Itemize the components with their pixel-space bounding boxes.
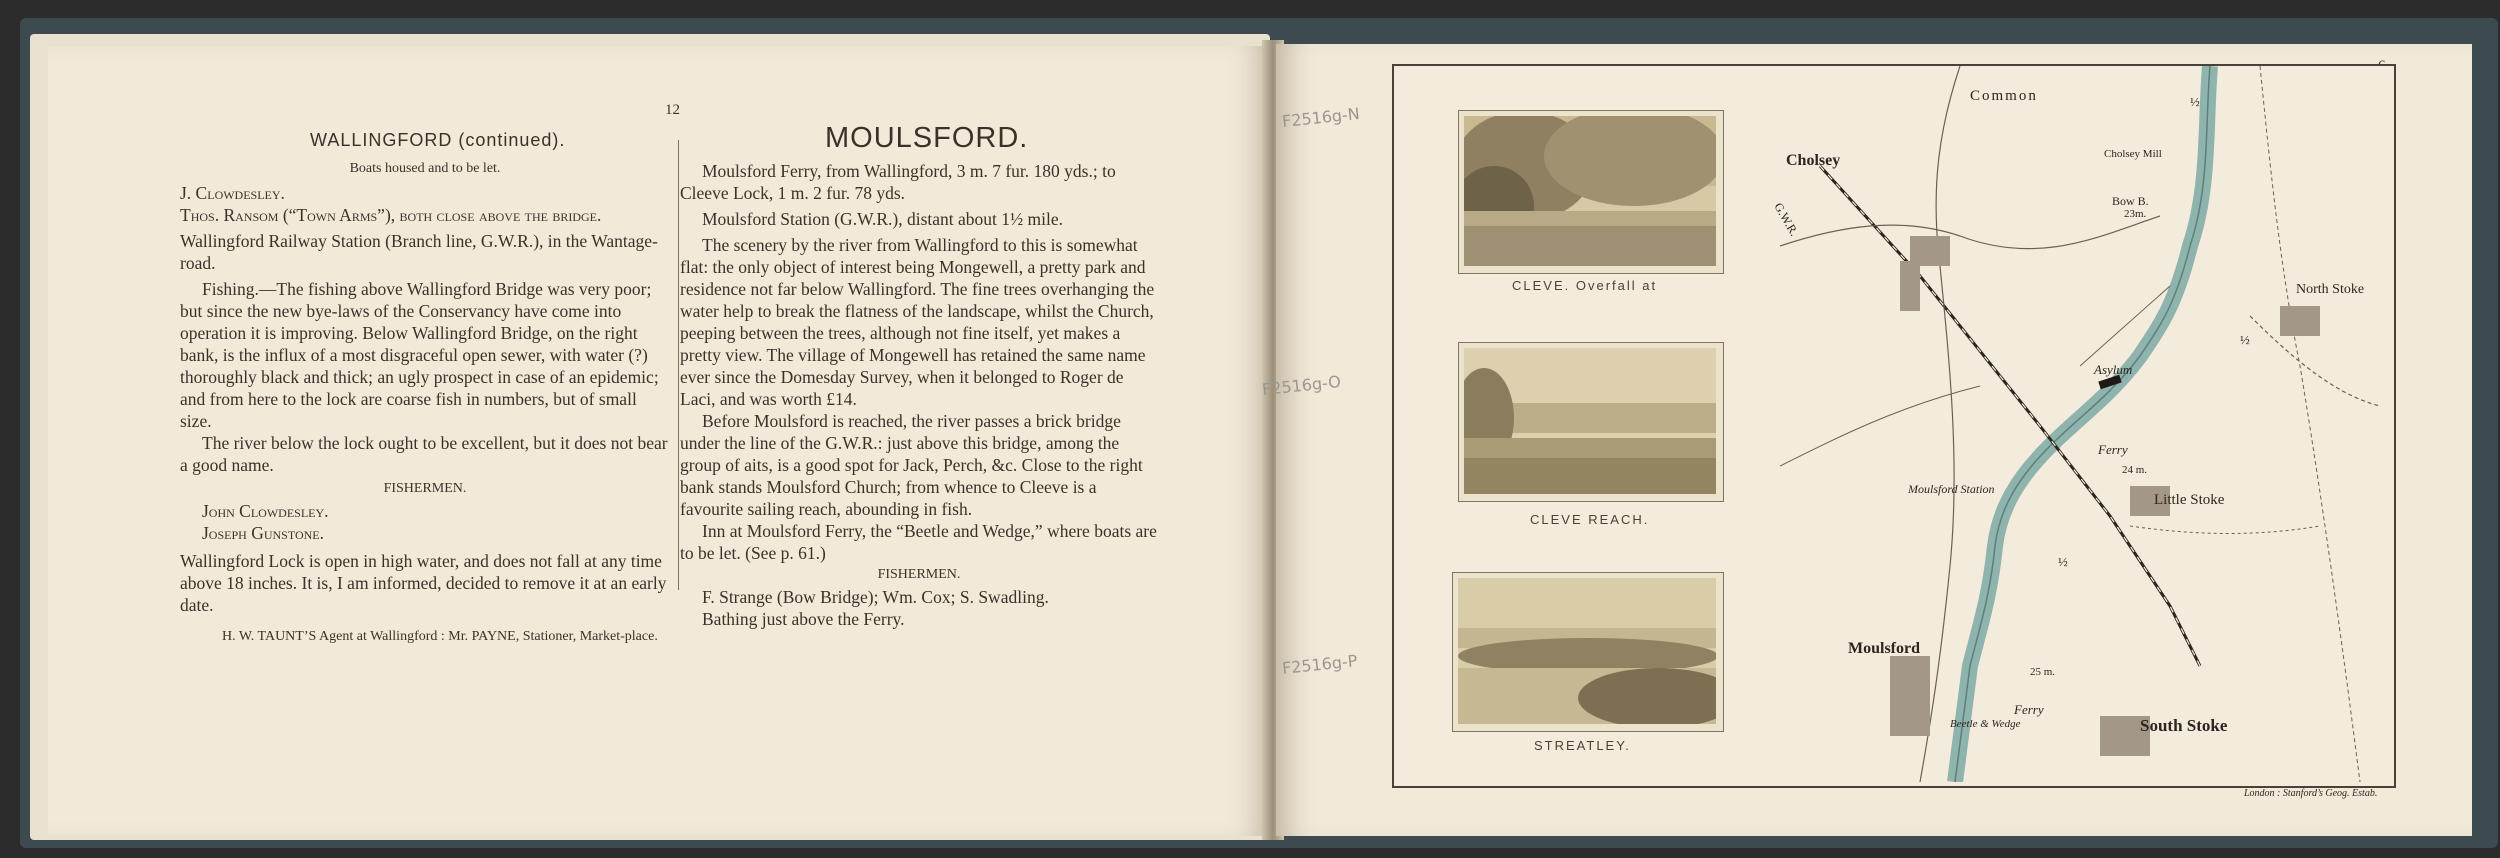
- ferry-paragraph: Moulsford Ferry, from Wallingford, 3 m. 7 fur. 180 yds.; to Cleeve Lock, 1 m. 2 fur. 78 yds.: [680, 161, 1116, 203]
- moulsford-heading: MOULSFORD.: [825, 122, 1029, 154]
- pencil-note: F2516g-N: [1281, 103, 1361, 132]
- map-label-asylum: Asylum: [2094, 362, 2133, 377]
- wallingford-column: [180, 158, 670, 648]
- map-label-little-stoke: Little Stoke: [2154, 492, 2225, 508]
- photo-image: [1464, 348, 1716, 494]
- fishing-paragraph: Fishing.—The fishing above Wallingford Bridge was very poor; but since the new bye-laws of the Conservancy have come into operation it is improving. Below Wallingford Bridge, on the right bank, is the influx of a most disgraceful open sewer, with water (?) thoroughly black and thick; an ugly prospect in case of an epidemic; and from here to the lock are coarse fish in numbers, but of small size.: [180, 279, 659, 431]
- map-label-ferry: Ferry: [2014, 702, 2044, 717]
- photo-cleve-reach: [1458, 342, 1724, 502]
- map-label-moulsford: Moulsford: [1848, 640, 1920, 657]
- map-label-25m: 25 m.: [2030, 666, 2056, 678]
- map-label-half: ½: [2240, 332, 2250, 347]
- pencil-note: F2516g-P: [1281, 651, 1359, 678]
- photo-cleve-overfall: [1458, 110, 1724, 274]
- bridge-paragraph: Before Moulsford is reached, the river passes a brick bridge under the line of the G.W.R.: just above this bridge, among the group of aits, is a good spot for Jack, Perch, &c. Close to the right bank stands Moulsford Church; from whence to Cleeve is a favourite sailing reach, abounding in fish.: [680, 411, 1143, 519]
- fisherman-name: Joseph Gunstone.: [202, 523, 324, 543]
- map-drawing: [1780, 66, 2390, 782]
- photo-image: [1464, 116, 1716, 266]
- pencil-note: F2516g-O: [1261, 371, 1342, 400]
- text-line: The river below the lock ought to be excellent, but it does not bear a good name.: [180, 433, 668, 475]
- scenery-paragraph: The scenery by the river from Wallingford to this is somewhat flat: the only object of interest being Mongewell, a pretty park and residence not far below Wallingford. The fine trees overhanging the water help to break the flatness of the landscape, whilst the Church, peeping between the trees, although not fine itself, yet makes a pretty view. The village of Mongewell has retained the same name ever since the Domesday Survey, when it belonged to Roger de Laci, and was worth £14.: [680, 235, 1155, 409]
- boats-subheading: Boats housed and to be let.: [349, 161, 501, 176]
- map-label-bow-bridge: Bow B.: [2112, 194, 2149, 208]
- text-line: Thos. Ransom (“Town Arms”), both close above the bridge.: [180, 205, 602, 225]
- fishermen-heading: FISHERMEN.: [383, 481, 467, 496]
- text-line: J. Clowdesley.: [180, 183, 285, 203]
- map-label-common: Common: [1970, 88, 2038, 104]
- photo-caption: CLEVE REACH.: [1530, 512, 1650, 527]
- map-label-cholsey-mill: Cholsey Mill: [2104, 148, 2162, 160]
- fishermen-names: F. Strange (Bow Bridge); Wm. Cox; S. Swadling.: [702, 587, 1049, 607]
- map-imprint: London : Stanford’s Geog. Estab.: [2244, 788, 2378, 799]
- photo-streatley: [1452, 572, 1724, 732]
- text-line: Wallingford Railway Station (Branch line, G.W.R.), in the Wantage-road.: [180, 231, 658, 273]
- map-label-north-stoke: North Stoke: [2296, 282, 2365, 297]
- left-page-number: 12: [665, 102, 680, 118]
- map-label-gwr: G.W.R.: [1771, 200, 1802, 239]
- map-label-moulsford-station: Moulsford Station: [1908, 482, 1995, 496]
- lock-paragraph: Wallingford Lock is open in high water, and does not fall at any time above 18 inches. It is, I am informed, decided to remove it at an early date.: [180, 551, 667, 615]
- map-label-24m: 24 m.: [2122, 464, 2148, 476]
- column-rule: [678, 140, 679, 590]
- map-label-ferry: Ferry: [2098, 442, 2128, 457]
- map-label-half: ½: [2058, 554, 2068, 569]
- map-label-south-stoke: South Stoke: [2140, 716, 2228, 735]
- station-paragraph: Moulsford Station (G.W.R.), distant about 1½ mile.: [702, 209, 1063, 229]
- agent-line: H. W. TAUNT’S Agent at Wallingford : Mr. PAYNE, Stationer, Market-place.: [222, 629, 658, 644]
- photo-caption: STREATLEY.: [1534, 738, 1631, 753]
- photo-caption: CLEVE. Overfall at: [1512, 278, 1658, 293]
- bathing-note: Bathing just above the Ferry.: [702, 609, 905, 629]
- inn-paragraph: Inn at Moulsford Ferry, the “Beetle and Wedge,” where boats are to be let. (See p. 61.): [680, 521, 1157, 563]
- map-label-half: ½: [2190, 94, 2200, 109]
- moulsford-column: [680, 160, 1158, 630]
- map-label-beetle-wedge: Beetle & Wedge: [1950, 718, 2021, 730]
- wallingford-heading: WALLINGFORD (continued).: [310, 130, 566, 150]
- map-label-23m: 23m.: [2124, 208, 2147, 220]
- photo-image: [1458, 578, 1716, 724]
- fishermen-heading: FISHERMEN.: [877, 567, 961, 582]
- map-label-cholsey: Cholsey: [1786, 152, 1841, 169]
- fisherman-name: John Clowdesley.: [202, 501, 329, 521]
